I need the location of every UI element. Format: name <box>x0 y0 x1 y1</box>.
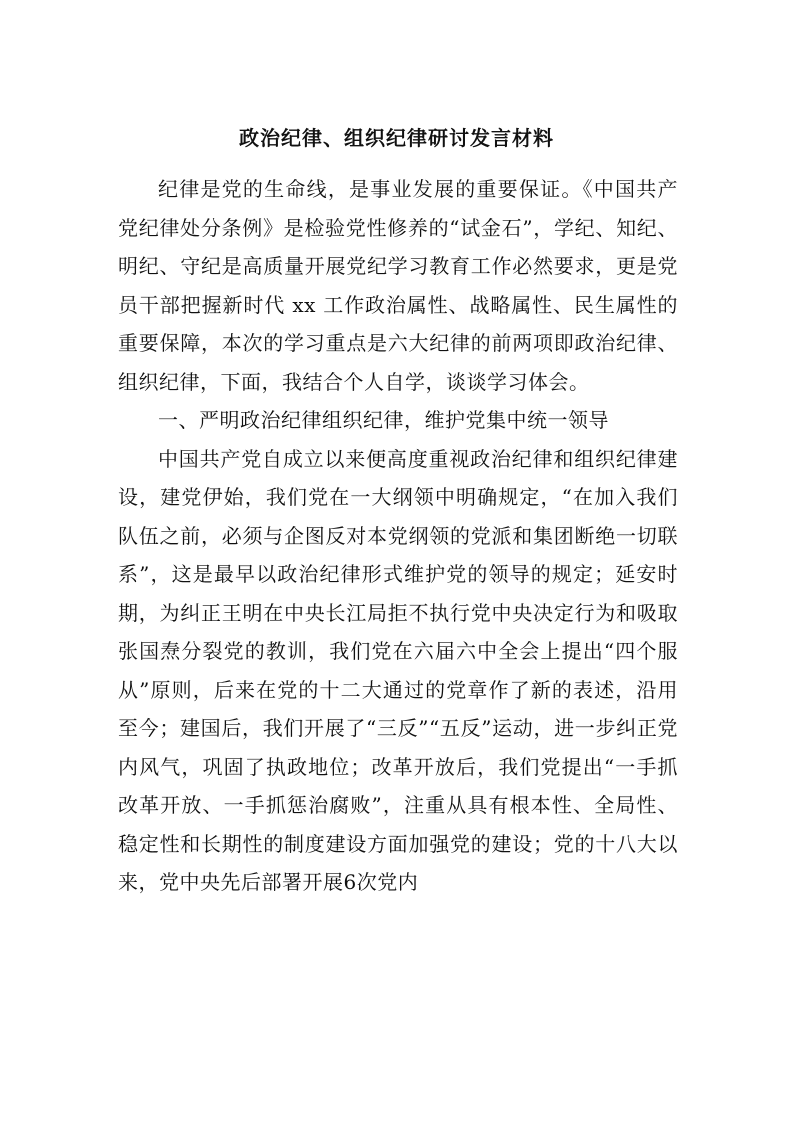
body-paragraph: 中国共产党自成立以来便高度重视政治纪律和组织纪律建设，建党伊始，我们党在一大纲领中明确规定，“在加入我们队伍之前，必须与企图反对本党纲领的党派和集团断绝一切联系”，这是最早以政治纪律形式维护党的领导的规定；延安时期，为纠正王明在中央长江局拒不执行党中央决定行为和吸取张国焘分裂党的教训，我们党在六届六中全会上提出“四个服从”原则，后来在党的十二大通过的党章作了新的表述，沿用至今；建国后，我们开展了“三反”“五反”运动，进一步纠正党内风气，巩固了执政地位；改革开放后，我们党提出“一手抓改革开放、一手抓惩治腐败”，注重从具有根本性、全局性、稳定性和长期性的制度建设方面加强党的建设；党的十八大以来，党中央先后部署开展6次党内 <box>118 446 678 894</box>
intro-paragraph: 纪律是党的生命线，是事业发展的重要保证。《中国共产党纪律处分条例》是检验党性修养的“试金石”，学纪、知纪、明纪、守纪是高质量开展党纪学习教育工作必然要求，更是党员干部把握新时代 xx 工作政治属性、战略属性、民生属性的重要保障，本次的学习重点是六大纪律的前两项即政治纪律、组织纪律，下面，我结合个人自学，谈谈学习体会。 <box>118 177 678 394</box>
section-heading: 一、严明政治纪律组织纪律，维护党集中统一领导 <box>158 408 609 432</box>
document-title: 政治纪律、组织纪律研讨发言材料 <box>239 126 554 150</box>
document-body <box>118 170 678 902</box>
